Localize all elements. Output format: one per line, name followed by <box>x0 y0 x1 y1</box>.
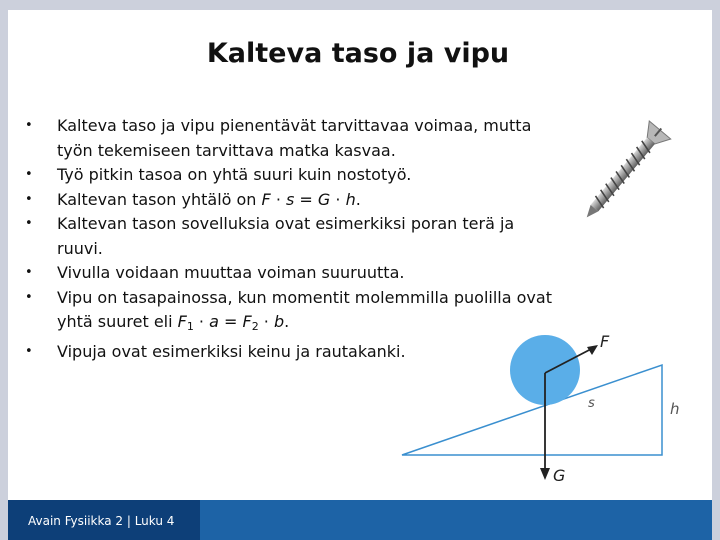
footer-text: Avain Fysiikka 2 | Luku 4 <box>28 514 175 528</box>
footer-bar <box>8 500 712 540</box>
slide-title: Kalteva taso ja vipu <box>206 38 510 69</box>
bullet-text: Vipuja ovat esimerkiksi keinu ja rautakanki. <box>57 341 406 361</box>
bullet-dot-icon: • <box>25 216 33 231</box>
bullet-item <box>20 212 560 261</box>
bullet-text: Työ pitkin tasoa on yhtä suuri kuin nostotyö. <box>57 165 412 184</box>
bullet-text: Kaltevan tason sovelluksia ovat esimerkiksi poran terä ja ruuvi. <box>57 214 515 258</box>
label-h: h <box>670 400 680 418</box>
bullet-item <box>20 163 560 188</box>
bullet-dot-icon: • <box>25 265 33 280</box>
label-weight: G <box>553 466 566 485</box>
bullet-dot-icon: • <box>25 343 33 359</box>
bullet-dot-icon: • <box>25 289 33 305</box>
bullet-text: Vipu on tasapainossa, kun momentit molemmilla puolilla ovat yhtä suuret eli $F_1 \cdot a = F_2 \cdot b$. <box>57 287 552 333</box>
screw-image <box>575 110 685 240</box>
weight-arrow-g-head <box>540 468 550 480</box>
label-s: s <box>588 396 595 411</box>
bullet-dot-icon: • <box>25 167 33 182</box>
bullet-text: Kaltevan tason yhtälö on F · s = G · h. <box>57 189 361 209</box>
bullet-dot-icon: • <box>25 118 33 133</box>
bullet-text: Vivulla voidaan muuttaa voiman suuruutta. <box>57 263 405 282</box>
inclined-plane-diagram <box>400 325 700 495</box>
bullet-item <box>20 261 560 286</box>
bullet-text: Kalteva taso ja vipu pienentävät tarvittavaa voimaa, mutta työn tekemiseen tarvittava matka kasvaa. <box>57 116 532 160</box>
bullet-dot-icon: • <box>25 191 33 207</box>
bullet-item <box>20 188 560 213</box>
label-force: F <box>600 332 610 351</box>
bullet-item <box>20 114 560 163</box>
